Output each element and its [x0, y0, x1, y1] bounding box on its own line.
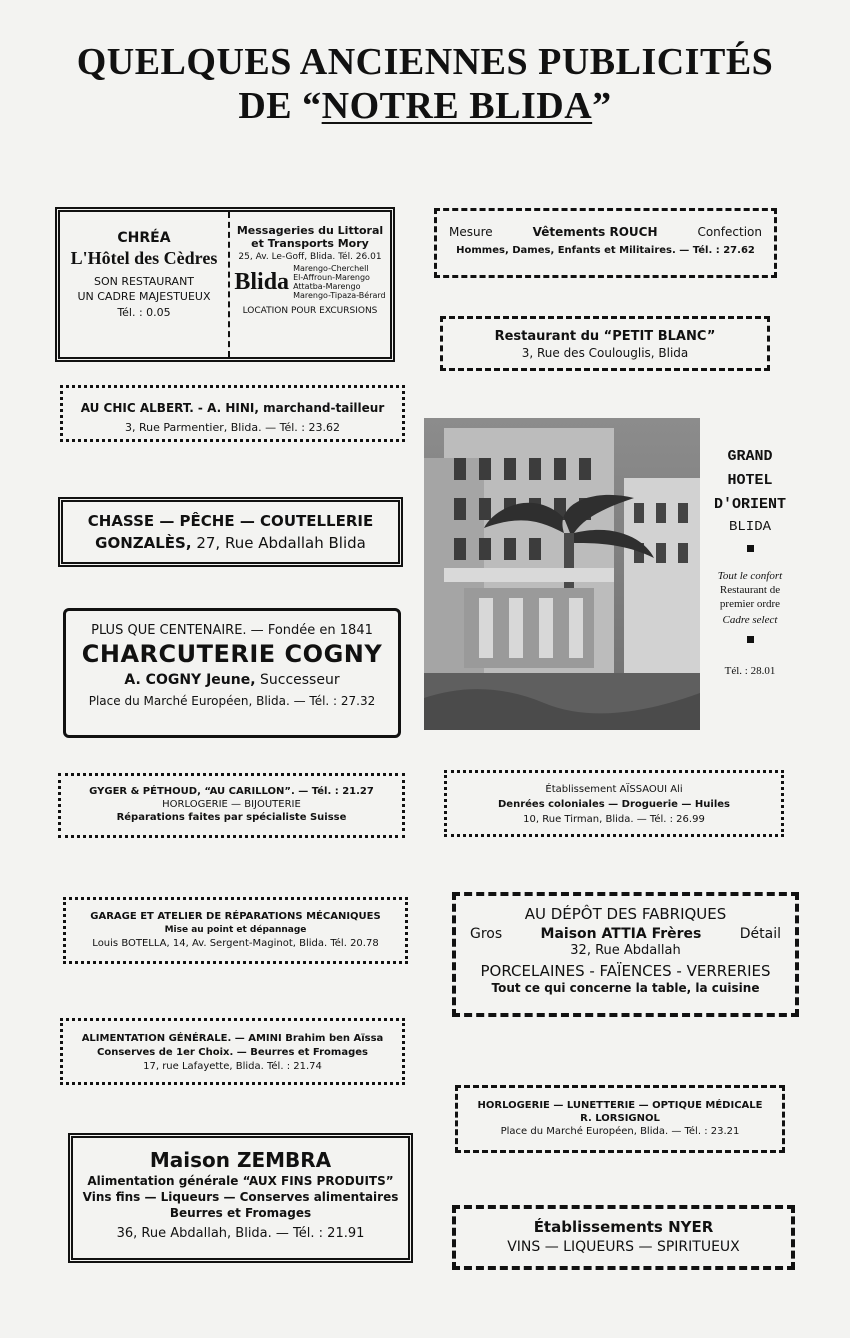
- ad-petit-blanc: [440, 316, 770, 371]
- chasse-title: CHASSE — PÊCHE — COUTELLERIE: [87, 512, 374, 530]
- mory-city: Blida: [234, 268, 290, 295]
- chasse-address: 27, Rue Abdallah Blida: [191, 534, 366, 552]
- lorsignol-address: Place du Marché Européen, Blida. — Tél. : 23.21: [500, 1126, 740, 1137]
- attia-gros: Gros: [470, 926, 503, 942]
- grand-hotel-name: GRAND: [727, 448, 773, 465]
- mory-routes-block: [230, 264, 390, 300]
- zembra-address: 36, Rue Abdallah, Blida. — Tél. : 21.91: [116, 1226, 365, 1241]
- zembra-beurres: Beurres et Fromages: [169, 1206, 312, 1220]
- garage-service: Mise au point et dépannage: [164, 925, 307, 935]
- zembra-alimentation: Alimentation générale “AUX FINS PRODUITS”: [87, 1174, 394, 1188]
- title-line-1: QUELQUES ANCIENNES PUBLICITÉS: [76, 41, 774, 83]
- grand-hotel-feature: Cadre select: [722, 614, 778, 626]
- lorsignol-name: R. LORSIGNOL: [580, 1113, 660, 1124]
- amini-products: Conserves de 1er Choix. — Beurres et Fromages: [97, 1047, 368, 1058]
- petit-blanc-address: 3, Rue des Coulouglis, Blida: [521, 346, 689, 360]
- ad-rouch: [434, 208, 777, 278]
- attia-products: PORCELAINES - FAÏENCES - VERRERIES: [480, 962, 771, 980]
- grand-hotel-photo: [424, 418, 700, 730]
- bullet-square-icon: [747, 636, 754, 643]
- mory-route: Marengo-Cherchell: [293, 264, 369, 273]
- mory-location: LOCATION POUR EXCURSIONS: [242, 306, 378, 316]
- title-line-2: [0, 84, 850, 128]
- chrea-hotel-name: L'Hôtel des Cèdres: [70, 248, 218, 268]
- zembra-title: Maison ZEMBRA: [149, 1148, 332, 1172]
- ad-zembra: [68, 1133, 413, 1263]
- chic-albert-title: AU CHIC ALBERT. - A. HINI, marchand-tailleur: [80, 401, 385, 415]
- cogny-address: Place du Marché Européen, Blida. — Tél. : 27.32: [88, 694, 376, 708]
- cogny-title: CHARCUTERIE COGNY: [81, 640, 383, 668]
- attia-row: [456, 923, 795, 942]
- mory-routes: [293, 264, 386, 300]
- ad-nyer: [452, 1205, 795, 1270]
- rouch-details: Hommes, Dames, Enfants et Militaires. — Tél. : 27.62: [456, 245, 755, 256]
- mory-title-2: et Transports Mory: [251, 237, 369, 250]
- nyer-products: VINS — LIQUEURS — SPIRITUEUX: [507, 1239, 740, 1255]
- chrea-title: CHRÉA: [117, 230, 171, 246]
- aissaoui-title: Établissement AÏSSAOUI Ali: [545, 784, 683, 795]
- cogny-name: A. COGNY Jeune,: [124, 672, 256, 688]
- gyger-horlogerie: HORLOGERIE — BIJOUTERIE: [162, 799, 301, 810]
- chrea-tel: Tél. : 0.05: [117, 306, 171, 319]
- chasse-name: GONZALÈS,: [95, 534, 192, 552]
- aissaoui-address: 10, Rue Tirman, Blida. — Tél. : 26.99: [523, 814, 705, 825]
- amini-address: 17, rue Lafayette, Blida. Tél. : 21.74: [143, 1061, 322, 1072]
- chic-albert-address: 3, Rue Parmentier, Blida. — Tél. : 23.62: [125, 421, 340, 434]
- garage-address: Louis BOTELLA, 14, Av. Sergent-Maginot, Blida. Tél. 20.78: [92, 938, 379, 949]
- gyger-repairs: Réparations faites par spécialiste Suisse: [116, 812, 347, 823]
- aissaoui-products: Denrées coloniales — Droguerie — Huiles: [498, 799, 730, 810]
- grand-hotel-city: BLIDA: [728, 519, 771, 535]
- ad-gyger: [58, 773, 405, 838]
- ad-chic-albert: [60, 385, 405, 442]
- attia-depot: AU DÉPÔT DES FABRIQUES: [524, 905, 727, 923]
- cogny-successor: Successeur: [255, 672, 340, 688]
- ad-cogny: [63, 608, 401, 738]
- bullet-square-icon: [747, 545, 754, 552]
- rouch-name: Vêtements ROUCH: [532, 225, 658, 239]
- nyer-title: Établissements NYER: [533, 1218, 714, 1236]
- ad-attia: [452, 892, 799, 1017]
- ad-chasse-peche: [58, 497, 403, 567]
- rouch-row: [437, 211, 774, 239]
- rouch-mesure: Mesure: [449, 225, 493, 239]
- grand-hotel-text: [705, 445, 795, 677]
- grand-hotel-feature: premier ordre: [719, 598, 781, 610]
- chrea-cadre: UN CADRE MAJESTUEUX: [77, 290, 211, 303]
- mory-route: Marengo-Tipaza-Bérard: [293, 291, 386, 300]
- title-prefix: DE “: [238, 85, 322, 127]
- attia-detail: Détail: [739, 926, 781, 942]
- mory-address: 25, Av. Le-Goff, Blida. Tél. 26.01: [238, 252, 382, 262]
- grand-hotel-feature: Tout le confort: [717, 570, 783, 582]
- mory-route: Attatba-Marengo: [293, 282, 361, 291]
- cogny-successor-line: [66, 672, 398, 688]
- attia-address: 32, Rue Abdallah: [570, 943, 681, 958]
- ad-aissaoui: [444, 770, 784, 837]
- chrea-restaurant: SON RESTAURANT: [93, 275, 195, 288]
- attia-tagline: Tout ce qui concerne la table, la cuisine: [491, 981, 760, 995]
- title-suffix: ”: [592, 85, 612, 127]
- chasse-address-line: [63, 534, 398, 552]
- petit-blanc-title: Restaurant du “PETIT BLANC”: [494, 329, 716, 344]
- amini-title: ALIMENTATION GÉNÉRALE. — AMINI Brahim ben Aïssa: [81, 1033, 384, 1044]
- grand-hotel-feature: Restaurant de: [719, 584, 781, 596]
- ad-garage: [63, 897, 408, 964]
- gyger-title: GYGER & PÉTHOUD, “AU CARILLON”. — Tél. : 21.27: [89, 786, 374, 797]
- attia-name: Maison ATTIA Frères: [540, 926, 702, 942]
- cogny-centenaire: PLUS QUE CENTENAIRE. — Fondée en 1841: [91, 623, 373, 638]
- ad-chrea: [60, 212, 230, 357]
- ad-lorsignol: [455, 1085, 785, 1153]
- ad-mory: [230, 212, 390, 357]
- rouch-confection: Confection: [697, 225, 762, 239]
- grand-hotel-name: D'ORIENT: [713, 496, 786, 513]
- grand-hotel-name: HOTEL: [727, 472, 773, 489]
- ad-chrea-mory: [55, 207, 395, 362]
- garage-title: GARAGE ET ATELIER DE RÉPARATIONS MÉCANIQUES: [90, 911, 381, 922]
- lorsignol-title: HORLOGERIE — LUNETTERIE — OPTIQUE MÉDICALE: [477, 1100, 763, 1111]
- zembra-products: Vins fins — Liqueurs — Conserves alimentaires: [82, 1190, 399, 1204]
- grand-hotel-tel: Tél. : 28.01: [724, 665, 776, 677]
- ad-amini: [60, 1018, 405, 1085]
- mory-title-1: Messageries du Littoral: [236, 224, 384, 237]
- title-underlined: NOTRE BLIDA: [321, 85, 593, 127]
- page-title: [0, 40, 850, 128]
- mory-route: El-Affroun-Marengo: [293, 273, 370, 282]
